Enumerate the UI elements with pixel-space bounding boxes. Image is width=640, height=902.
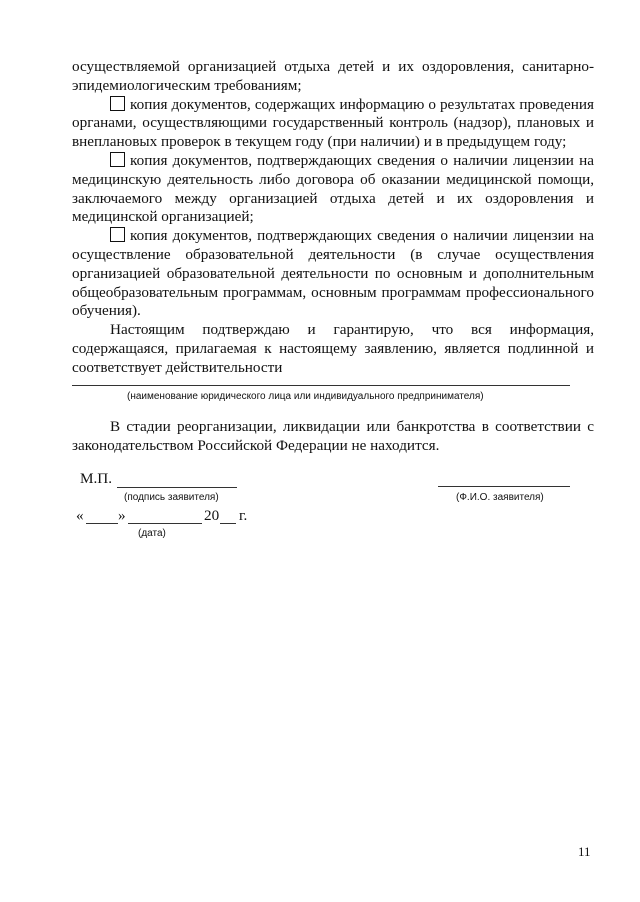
name-caption: (Ф.И.О. заявителя) bbox=[456, 492, 544, 503]
signature-line bbox=[117, 487, 237, 488]
confirmation-statement: Настоящим подтверждаю и гарантирую, что вся информация, содержащаяся, прилагаемая к настоящему заявлению, является подлинной и соответствует действительности bbox=[72, 321, 594, 376]
checklist-item bbox=[72, 227, 594, 321]
checkbox[interactable] bbox=[110, 227, 125, 242]
name-line bbox=[438, 486, 570, 487]
status-statement: В стадии реорганизации, ликвидации или банкротства в соответствии с законодательством Российской Федерации не находится. bbox=[72, 418, 594, 454]
page-number: 11 bbox=[578, 844, 591, 859]
date-year-line bbox=[220, 523, 236, 524]
date-caption: (дата) bbox=[138, 528, 166, 539]
signature-caption: (подпись заявителя) bbox=[124, 492, 219, 503]
checklist-item-text: копия документов, подтверждающих сведения о наличии лицензии на осуществление образовательной деятельности (в случае осуществления организацией образовательной деятельности по основным и дополнительным общеобразовательным программам, основным программам профессионального обучения). bbox=[72, 227, 594, 320]
checklist-item bbox=[72, 96, 594, 152]
org-name-caption: (наименование юридического лица или индивидуального предпринимателя) bbox=[127, 391, 484, 402]
main-text bbox=[72, 58, 594, 378]
checkbox[interactable] bbox=[110, 152, 125, 167]
intro-continuation: осуществляемой организацией отдыха детей и их оздоровления, санитарно-эпидемиологическим требованиям; bbox=[72, 58, 594, 94]
stamp-label: М.П. bbox=[80, 470, 113, 487]
date-month-line bbox=[128, 523, 202, 524]
date-year-suffix: г. bbox=[239, 507, 248, 524]
date-year-prefix: 20 bbox=[204, 507, 220, 524]
date-close-quote: » bbox=[118, 507, 126, 524]
checklist-item-text: копия документов, подтверждающих сведения о наличии лицензии на медицинскую деятельность либо договора об оказании медицинской помощи, заключаемого между организацией отдыха детей и их оздоровления и медицинской организацией; bbox=[72, 151, 594, 226]
checklist-item bbox=[72, 152, 594, 227]
checkbox[interactable] bbox=[110, 96, 125, 111]
checklist-item-text: копия документов, содержащих информацию о результатах проведения органами, осуществляющими государственный контроль (надзор), плановых и внеплановых проверок в текущем году (при наличии) и в предыдущем году; bbox=[72, 95, 594, 151]
date-open-quote: « bbox=[76, 507, 84, 524]
org-name-line bbox=[72, 385, 570, 386]
date-day-line bbox=[86, 523, 118, 524]
